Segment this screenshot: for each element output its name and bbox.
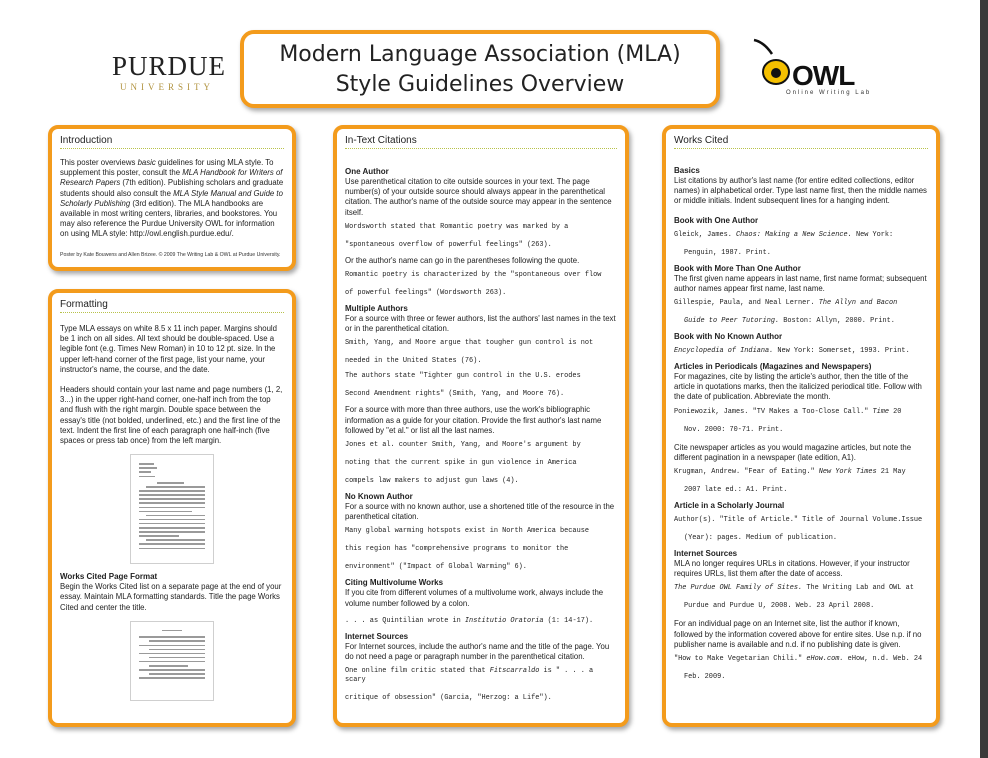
- example-line: 21 May: [876, 468, 906, 477]
- in-text-mid-2: For a source with more than three authors, use the work's bibliographic information as a guide for your citation. Provide the first author's last name followed by "et al." or list all the last names.: [345, 405, 602, 435]
- example-italic: Chaos: Making a New Science.: [736, 230, 852, 239]
- example-italic: Encyclopedia of Indiana.: [674, 347, 774, 356]
- intro-text-2: basic: [137, 158, 156, 167]
- book-no-author-heading: Book with No Known Author: [674, 332, 783, 342]
- intro-text-3: guidelines for using MLA style. To supplement this poster, consult the: [60, 158, 274, 178]
- intro-text-4: MLA Handbook for Writers of Research Papers: [60, 168, 283, 188]
- example-line: this region has "comprehensive programs to monitor the: [345, 545, 569, 554]
- poster-credit: Poster by Kate Bouwens and Allen Brizee. © 2009 The Writing Lab & OWL at Purdue University.: [60, 251, 281, 258]
- example-book-more-authors: [674, 299, 928, 326]
- formatting-panel: [48, 289, 296, 727]
- title-line-2: Style Guidelines Overview: [335, 72, 625, 97]
- internet-page-text: For an individual page on an Internet site, list the author if known, followed by the information covered above for entire sites. Use n.p. if no publisher name is available and n.d. if no publishing date is given.: [674, 619, 922, 649]
- works-cited-format-heading: Works Cited Page Format: [60, 572, 158, 582]
- example-line: . . . as Quintilian wrote in: [345, 616, 465, 625]
- multiple-authors-heading: Multiple Authors: [345, 304, 408, 314]
- example-one-author-1: [345, 223, 617, 250]
- formatting-text-1: Type MLA essays on white 8.5 x 11 inch paper. Margins should be 1 inch on all sides. All text should be double-spaced. Use a legible font (e.g. Times New Roman) in 10 to 12 pt. size. In the upper left-hand corner of the first page, list your name, your instructor's name, the course, and the date.: [60, 324, 277, 374]
- example-line: Purdue and Purdue U, 2008. Web. 23 April 2008.: [684, 602, 875, 611]
- example-line: 20: [889, 407, 902, 416]
- example-italic: Institutio Oratoria: [464, 616, 544, 625]
- example-line: Penguin, 1987. Print.: [684, 248, 771, 257]
- title-line-1: Modern Language Association (MLA): [279, 42, 681, 67]
- internet-works-text: MLA no longer requires URLs in citations. However, if your instructor requires URLs, list them after the date of access.: [674, 559, 910, 579]
- example-internet: [345, 667, 617, 703]
- intro-text-5: (7th edition). Publishing scholars and graduate students should also consult the: [60, 178, 284, 198]
- example-italic: Guide to Peer Tutoring.: [684, 317, 780, 326]
- example-line: is " . . . a scary: [345, 667, 594, 685]
- works-cited-format-text: Begin the Works Cited list on a separate page at the end of your essay. Maintain MLA formatting standards. Title the page Works Cited and center the title.: [60, 582, 282, 612]
- purdue-word: PURDUE: [112, 51, 227, 81]
- example-line: Boston: Allyn, 2000. Print.: [779, 317, 895, 326]
- example-line: environment" ("Impact of Global Warming" 6).: [345, 563, 527, 572]
- example-book-no-author: [674, 347, 928, 356]
- intro-text-7: (3rd edition). The MLA handbooks are available in most writing centers, libraries, and bookstores. You may also reference the Purdue University OWL for information on using MLA style: http://owl.english.purdue.edu/.: [60, 198, 278, 239]
- works-cited-heading: Works Cited: [674, 135, 928, 149]
- example-journal: [674, 516, 928, 543]
- example-line: Poniewozik, James. "TV Makes a Too-Close Call.": [674, 407, 873, 416]
- scholarly-journal-heading: Article in a Scholarly Journal: [674, 501, 785, 511]
- introduction-heading: Introduction: [60, 135, 284, 149]
- example-internet-site: [674, 584, 928, 611]
- owl-word: OWL: [792, 60, 855, 91]
- example-line: Gillespie, Paula, and Neal Lerner.: [674, 299, 819, 308]
- example-line: "spontaneous overflow of powerful feelings" (263).: [345, 240, 552, 249]
- internet-sources-heading: Internet Sources: [345, 631, 409, 641]
- owl-sub: Online Writing Lab: [786, 90, 872, 96]
- periodicals-text: For magazines, cite by listing the article's author, then the title of the article in quotations marks, then the italicized periodical title. Follow with the date of publication. Abbreviate the month.: [674, 372, 922, 402]
- example-multiple-1: [345, 339, 617, 366]
- multivolume-heading: Citing Multivolume Works: [345, 578, 444, 588]
- example-multiple-2: [345, 372, 617, 399]
- example-line: Feb. 2009.: [684, 673, 726, 682]
- no-known-author-text: For a source with no known author, use a shortened title of the resource in the parenthetical citation.: [345, 502, 615, 522]
- example-line: noting that the current spike in gun violence in America: [345, 459, 577, 468]
- example-no-author: [345, 527, 617, 572]
- example-italic: Fitscarraldo: [489, 667, 540, 676]
- poster-title: [240, 30, 720, 108]
- example-line: compels law makers to adjust gun laws (4).: [345, 477, 519, 486]
- example-line: (1: 14-17).: [543, 616, 594, 625]
- example-line: Second Amendment rights" (Smith, Yang, and Moore 76).: [345, 390, 565, 399]
- sample-works-cited-image: [130, 621, 214, 701]
- example-periodical: [674, 408, 928, 435]
- example-multivolume: [345, 617, 617, 626]
- example-multiple-3: [345, 441, 617, 486]
- sample-first-page-image: [130, 454, 214, 564]
- formatting-heading: Formatting: [60, 299, 284, 313]
- example-newspaper: [674, 468, 928, 495]
- example-line: critique of obsession" (Garcia, "Herzog: a Life").: [345, 694, 552, 703]
- example-italic: The Purdue OWL Family of Sites.: [674, 584, 803, 593]
- no-known-author-heading: No Known Author: [345, 492, 413, 502]
- example-line: One online film critic stated that: [345, 667, 490, 676]
- in-text-heading: In-Text Citations: [345, 135, 617, 149]
- formatting-text-2: Headers should contain your last name and page numbers (1, 2, 3...) in the upper right-hand corner, one-half inch from the top and flush with the right margin. Double space between the essay's title (not bolded, underlined, etc.) and the first line of the text. Indent the first line of each paragraph one half-inch (five spaces or press tab once) from the left margin.: [60, 385, 283, 446]
- multivolume-text: If you cite from different volumes of a multivolume work, always include the volume number followed by a colon.: [345, 588, 604, 608]
- example-line: The Writing Lab and OWL at: [802, 584, 914, 593]
- periodicals-heading: Articles in Periodicals (Magazines and Newspapers): [674, 362, 872, 372]
- example-line: needed in the United States (76).: [345, 357, 482, 366]
- example-line: The authors state "Tighter gun control in the U.S. erodes: [345, 372, 581, 381]
- introduction-panel: [48, 125, 296, 271]
- newspaper-text: Cite newspaper articles as you would magazine articles, but note the different pagination in a newspaper (late edition, A1).: [674, 442, 912, 462]
- internet-works-heading: Internet Sources: [674, 549, 738, 559]
- purdue-sub: UNIVERSITY: [120, 82, 214, 92]
- example-line: (Year): pages. Medium of publication.: [684, 534, 837, 543]
- example-line: Nov. 2000: 70-71. Print.: [684, 425, 784, 434]
- example-line: "How to Make Vegetarian Chili.": [674, 655, 807, 664]
- example-line: Author(s). "Title of Article." Title of Journal Volume.Issue: [674, 516, 923, 525]
- basics-text: List citations by author's last name (for entire edited collections, editor names) in alphabetical order. Type last name first, then the middle names or middle initials. Indent subsequent lines for a hanging indent.: [674, 176, 927, 206]
- intro-text-6: MLA Style Manual and Guide to Scholarly Publishing: [60, 188, 283, 208]
- book-one-author-heading: Book with One Author: [674, 215, 759, 225]
- example-italic: Time: [872, 407, 890, 416]
- example-line: Wordsworth stated that Romantic poetry was marked by a: [345, 222, 569, 231]
- example-line: 2007 late ed.: A1. Print.: [684, 486, 788, 495]
- in-text-citations-panel: [333, 125, 629, 727]
- example-line: Krugman, Andrew. "Fear of Eating.": [674, 468, 819, 477]
- example-italic: New York Times: [818, 468, 877, 477]
- intro-text-1: This poster overviews: [60, 158, 138, 167]
- works-cited-panel: [662, 125, 940, 727]
- book-more-authors-text: The first given name appears in last name, first name format; subsequent author names appear first name, last name.: [674, 273, 927, 293]
- example-line: eHow, n.d. Web. 24: [843, 655, 923, 664]
- purdue-logo: [112, 51, 227, 92]
- in-text-mid-1: Or the author's name can go in the parentheses following the quote.: [345, 255, 580, 265]
- example-line: Smith, Yang, and Moore argue that tougher gun control is not: [345, 339, 594, 348]
- example-italic: eHow.com.: [806, 655, 844, 664]
- introduction-text: [60, 158, 284, 240]
- internet-sources-text: For Internet sources, include the author's name and the title of the page. You do not need a page or paragraph number in the parenthetical citation.: [345, 641, 610, 662]
- one-author-heading: One Author: [345, 167, 389, 176]
- basics-heading: Basics: [674, 166, 700, 175]
- example-line: Gleick, James.: [674, 230, 737, 239]
- example-italic: The Allyn and Bacon: [818, 299, 898, 308]
- one-author-text: Use parenthetical citation to cite outside sources in your text. The page number(s) of your outside source should always appear in the parenthetical citation. The author's name of the outside source may appear in the sentence itself.: [345, 177, 612, 217]
- example-line: Many global warming hotspots exist in North America because: [345, 527, 589, 536]
- book-more-authors-heading: Book with More Than One Author: [674, 263, 801, 273]
- multiple-authors-text: For a source with three or fewer authors, list the authors' last names in the text or in the parenthetical citation.: [345, 314, 616, 334]
- owl-logo: [752, 38, 872, 104]
- example-book-one-author: [674, 231, 928, 258]
- example-internet-page: [674, 655, 928, 682]
- example-line: New York:: [851, 230, 894, 239]
- example-line: Romantic poetry is characterized by the "spontaneous over flow: [345, 271, 602, 280]
- example-line: New York: Somerset, 1993. Print.: [773, 347, 910, 356]
- example-line: Jones et al. counter Smith, Yang, and Moore's argument by: [345, 441, 581, 450]
- example-one-author-2: [345, 271, 617, 298]
- example-line: of powerful feelings" (Wordsworth 263).: [345, 289, 507, 298]
